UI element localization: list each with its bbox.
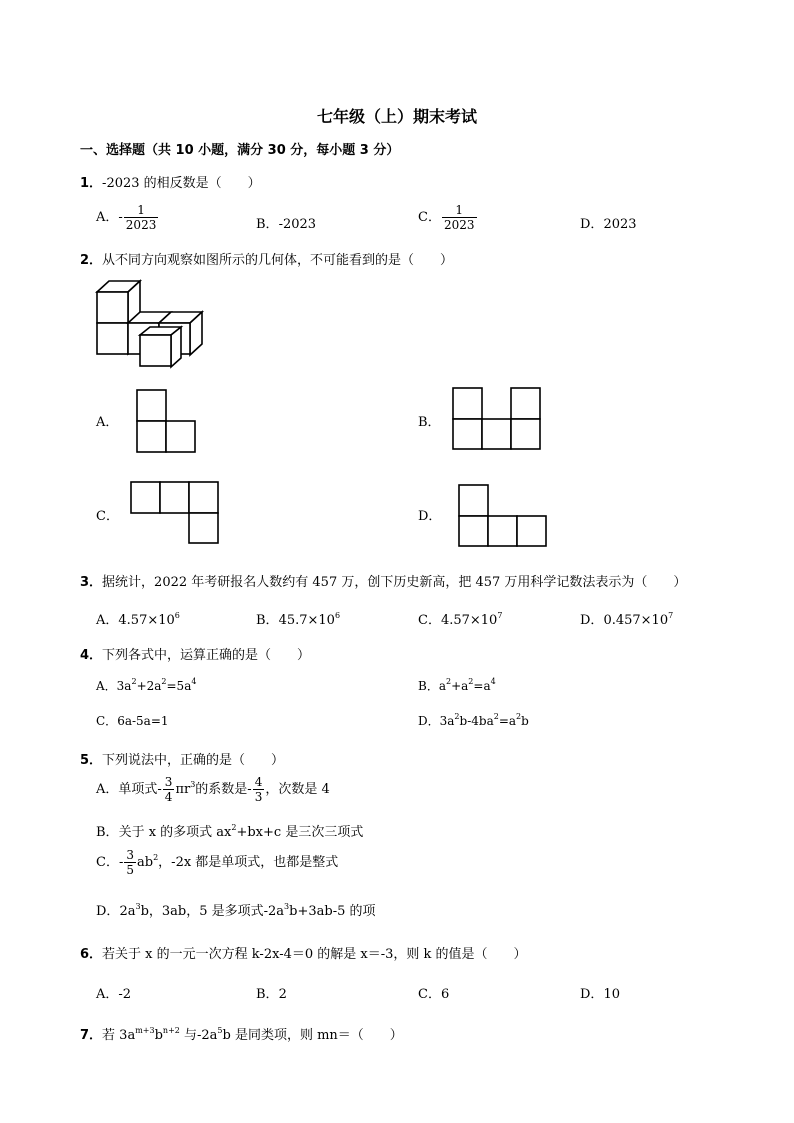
grid-square (453, 419, 482, 449)
exponent: 2 (131, 677, 137, 686)
question-2 (80, 249, 453, 268)
fraction (253, 775, 265, 804)
grid-square (137, 421, 166, 452)
expr-part: +2a (136, 679, 162, 693)
option-letter: C． (418, 987, 441, 1002)
option-letter: C． (418, 210, 441, 225)
expr-part: +a (451, 679, 469, 693)
exponent: 2 (468, 677, 474, 686)
expr-part: b (521, 714, 529, 728)
option-letter: C． (96, 855, 119, 870)
option-text: 4.57×10 (118, 613, 175, 628)
question-stem: 下列各式中，运算正确的是（ ） (102, 648, 311, 663)
exponent: 6 (334, 611, 341, 620)
option-text: 2023 (603, 217, 637, 232)
option-letter: D． (580, 987, 604, 1002)
question-stem: -2023 的相反数是（ ） (102, 176, 261, 191)
expr-part: ab (137, 855, 154, 870)
exponent: 3 (284, 902, 290, 911)
question-number: 1． (80, 176, 103, 191)
q1-option-d[interactable] (580, 213, 637, 232)
expr-part: πr (175, 782, 191, 797)
option-text: 6a-5a=1 (117, 714, 169, 728)
q2-option-b[interactable]: B． (418, 415, 441, 430)
grid-square (453, 388, 482, 419)
exponent: 2 (493, 712, 499, 721)
q4-option-c[interactable] (96, 712, 169, 729)
option-text: 2 (278, 987, 287, 1002)
q3-option-b[interactable] (256, 609, 340, 628)
q6-option-d[interactable] (580, 983, 620, 1002)
option-text: ，次数是 4 (265, 782, 330, 797)
grid-square (517, 516, 546, 546)
option-text: +bx+c 是三次三项式 (236, 825, 364, 840)
view-figure-d (458, 484, 550, 548)
option-letter: D． (96, 904, 120, 919)
exponent: n+2 (162, 1026, 180, 1035)
grid-square (482, 419, 511, 449)
q1-option-a[interactable] (96, 203, 159, 232)
question-7 (80, 1024, 403, 1043)
option-letter: A． (96, 210, 119, 225)
exponent: 6 (174, 611, 180, 620)
question-number: 5． (80, 753, 103, 768)
expr-part: 3a (116, 679, 132, 693)
question-number: 6． (80, 947, 103, 962)
exponent: 2 (454, 712, 460, 721)
view-figure-c (130, 481, 222, 545)
grid-square (459, 516, 488, 546)
grid-square (160, 482, 189, 513)
expr-part: 若 3a (102, 1028, 136, 1043)
exponent: 4 (490, 677, 496, 686)
grid-square (166, 421, 195, 452)
q5-option-b[interactable] (96, 821, 363, 840)
exponent: 2 (231, 823, 237, 832)
expr-part: =5a (166, 679, 192, 693)
question-3 (80, 571, 686, 590)
cube-side-face (171, 327, 181, 367)
exam-title: 七年级（上）期末考试 (316, 107, 477, 126)
exponent: 2 (153, 853, 159, 862)
option-letter: A． (96, 782, 119, 797)
question-number: 4． (80, 648, 103, 663)
exponent: 2 (445, 677, 452, 686)
grid-square (511, 419, 540, 449)
expr-part: b-4ba (459, 714, 494, 728)
denominator: 5 (126, 863, 134, 877)
exponent: 7 (668, 611, 674, 620)
option-text: -2023 (278, 217, 317, 232)
question-number: 7． (80, 1028, 103, 1043)
q6-option-a[interactable] (96, 983, 131, 1002)
option-text: b，3ab，5 是多项式-2a (140, 904, 285, 919)
exponent: 7 (497, 611, 503, 620)
cube-front-face (140, 335, 171, 366)
grid-square (511, 388, 540, 419)
option-text: 的系数是- (195, 782, 252, 797)
fraction (124, 848, 136, 877)
q2-option-a[interactable]: A． (96, 415, 119, 430)
q3-option-d[interactable] (580, 609, 673, 628)
grid-square (131, 482, 160, 513)
grid-square (488, 516, 517, 546)
expr-part: =a (473, 679, 491, 693)
minus-sign: - (118, 855, 124, 870)
question-stem: 从不同方向观察如图所示的几何体，不可能看到的是（ ） (102, 253, 454, 268)
option-letter: C． (96, 714, 118, 728)
expr-part: b (154, 1028, 163, 1043)
option-text: 6 (440, 987, 450, 1002)
question-5 (80, 749, 284, 768)
question-stem: 下列说法中，正确的是（ ） (102, 753, 285, 768)
option-text: 10 (603, 987, 620, 1002)
option-letter: B． (256, 217, 279, 232)
option-letter: B． (256, 613, 279, 628)
grid-square (189, 513, 218, 543)
fraction (163, 775, 175, 804)
view-figure-a (136, 389, 198, 453)
option-text: 单项式- (118, 782, 162, 797)
q1-option-b[interactable] (256, 213, 316, 232)
question-1 (80, 172, 261, 191)
option-letter: B． (418, 679, 439, 693)
q2-option-c[interactable]: C． (96, 509, 119, 524)
question-stem: 据统计，2022 年考研报名人数约有 457 万，创下历史新高，把 457 万用科学记数法表示为（ ） (102, 575, 687, 590)
numerator: 1 (124, 203, 159, 218)
grid-square (137, 390, 166, 421)
option-letter: A． (96, 613, 119, 628)
option-letter: B． (96, 825, 119, 840)
grid-square (459, 485, 488, 516)
denominator: 4 (164, 790, 173, 804)
option-text: 0.457×10 (603, 613, 669, 628)
option-letter: D． (580, 613, 604, 628)
numerator: 3 (164, 775, 173, 789)
denominator: 2023 (443, 218, 475, 232)
option-letter: A． (96, 679, 117, 693)
section-heading: 一、选择题（共 10 小题，满分 30 分，每小题 3 分） (80, 143, 400, 158)
question-stem: 若关于 x 的一元一次方程 k-2x-4＝0 的解是 x＝-3，则 k 的值是（ ） (102, 947, 527, 962)
q6-option-c[interactable] (418, 983, 449, 1002)
expr-part: a (438, 679, 446, 693)
numerator: 3 (126, 848, 134, 862)
option-letter: C． (418, 613, 441, 628)
fraction (124, 203, 159, 232)
question-number: 2． (80, 253, 103, 268)
exponent: 2 (161, 677, 167, 686)
minus-sign: - (118, 210, 123, 225)
cube-front-face (97, 323, 128, 354)
numerator: 4 (254, 775, 263, 789)
option-letter: D． (580, 217, 604, 232)
q4-option-a[interactable] (96, 677, 196, 694)
q6-option-b[interactable] (256, 983, 287, 1002)
fraction (442, 203, 477, 232)
q4-option-b[interactable] (418, 677, 496, 694)
denominator: 3 (254, 790, 263, 804)
exponent: 5 (217, 1026, 223, 1035)
exponent: 2 (516, 712, 522, 721)
option-text: -2 (118, 987, 132, 1002)
grid-square (189, 482, 218, 513)
cube-front-face (97, 292, 128, 323)
exponent: 4 (191, 677, 197, 686)
view-figure-b (452, 387, 544, 451)
q4-option-d[interactable] (418, 712, 529, 729)
expr-part: 与-2a (179, 1028, 218, 1043)
question-stem: b 是同类项，则 mn＝（ ） (222, 1028, 403, 1043)
denominator: 2023 (125, 218, 157, 232)
expr-part: 3a (439, 714, 455, 728)
option-text: 45.7×10 (278, 613, 335, 628)
option-text: 4.57×10 (440, 613, 498, 628)
q5-option-c[interactable] (96, 848, 338, 877)
exponent: 3 (190, 780, 196, 789)
question-6 (80, 943, 527, 962)
option-text: b+3ab-5 的项 (289, 904, 376, 919)
option-text: 关于 x 的多项式 ax (118, 825, 232, 840)
q3-option-a[interactable] (96, 609, 180, 628)
expr-part: 2a (119, 904, 136, 919)
q1-option-c[interactable] (418, 203, 478, 232)
option-letter: B． (256, 987, 279, 1002)
option-letter: A． (96, 987, 119, 1002)
q3-option-c[interactable] (418, 609, 502, 628)
expr-part: =a (498, 714, 517, 728)
exponent: 3 (135, 902, 141, 911)
exponent: m+3 (135, 1026, 155, 1035)
q2-option-d[interactable]: D． (418, 509, 442, 524)
cube-solid-figure (92, 278, 212, 373)
option-letter: D． (418, 714, 440, 728)
q5-option-a[interactable] (96, 775, 330, 804)
question-number: 3． (80, 575, 103, 590)
q5-option-d[interactable] (96, 900, 376, 919)
numerator: 1 (442, 203, 477, 218)
question-4 (80, 644, 310, 663)
option-text: ，-2x 都是单项式，也都是整式 (158, 855, 339, 870)
